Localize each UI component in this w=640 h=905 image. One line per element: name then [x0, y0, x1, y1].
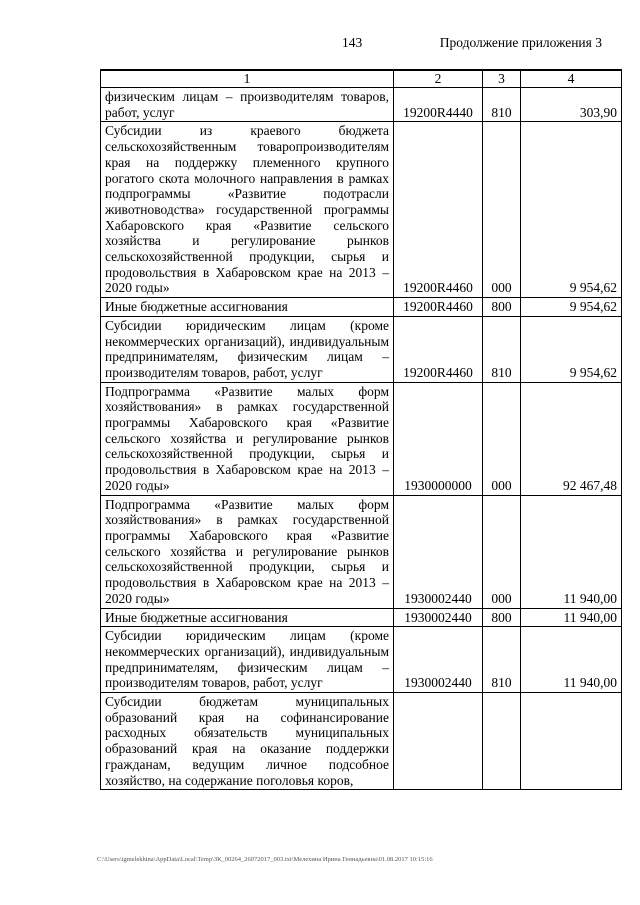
row-amount: 303,90	[521, 88, 622, 122]
row-target-code: 1930000000	[394, 382, 483, 495]
column-header-1: 1	[101, 70, 394, 88]
row-target-code: 19200R4460	[394, 122, 483, 298]
row-amount: 11 940,00	[521, 608, 622, 627]
row-target-code: 19200R4440	[394, 88, 483, 122]
row-expense-type: 800	[483, 298, 521, 317]
row-expense-type: 810	[483, 316, 521, 382]
row-amount: 9 954,62	[521, 298, 622, 317]
page-number: 143	[342, 35, 363, 50]
budget-table	[100, 69, 622, 790]
row-expense-type: 000	[483, 382, 521, 495]
row-name: Подпрограмма «Развитие малых форм хозяйствования» в рамках государственной программы Хабаровского края «Развитие сельского хозяйства и регулирование рынков сельскохозяйственной продукции, сырья и продовольствия в Хабаровском крае на 2013 – 2020 годы»	[101, 382, 394, 495]
column-header-4: 4	[521, 70, 622, 88]
row-target-code	[394, 693, 483, 790]
table-row	[101, 693, 622, 790]
row-amount: 9 954,62	[521, 316, 622, 382]
row-name: Субсидии юридическим лицам (кроме некоммерческих организаций), индивидуальным предпринимателям, физическим лицам – производителям товаров, работ, услуг	[101, 316, 394, 382]
row-amount	[521, 693, 622, 790]
row-expense-type	[483, 693, 521, 790]
table-row	[101, 608, 622, 627]
row-target-code: 1930002440	[394, 495, 483, 608]
column-header-3: 3	[483, 70, 521, 88]
row-expense-type: 800	[483, 608, 521, 627]
table-row	[101, 382, 622, 495]
row-expense-type: 810	[483, 627, 521, 693]
row-target-code: 1930002440	[394, 608, 483, 627]
row-name: Субсидии юридическим лицам (кроме некоммерческих организаций), индивидуальным предпринимателям, физическим лицам – производителям товаров, работ, услуг	[101, 627, 394, 693]
row-name: Субсидии из краевого бюджета сельскохозяйственным товаропроизводителям края на поддержку племенного крупного рогатого скота молочного направления в рамках подпрограммы «Развитие подотрасли животноводства» государственной программы Хабаровского края «Развитие сельского хозяйства и регулирование рынков сельскохозяйственной продукции, сырья и продовольствия в Хабаровском крае на 2013 – 2020 годы»	[101, 122, 394, 298]
row-amount: 11 940,00	[521, 627, 622, 693]
row-amount: 9 954,62	[521, 122, 622, 298]
row-name: Подпрограмма «Развитие малых форм хозяйствования» в рамках государственной программы Хабаровского края «Развитие сельского хозяйства и регулирование рынков сельскохозяйственной продукции, сырья и продовольствия в Хабаровском крае на 2013 – 2020 годы»	[101, 495, 394, 608]
row-name: физическим лицам – производителям товаров, работ, услуг	[101, 88, 394, 122]
row-target-code: 1930002440	[394, 627, 483, 693]
page-header	[0, 35, 640, 53]
row-name: Иные бюджетные ассигнования	[101, 298, 394, 317]
row-amount: 92 467,48	[521, 382, 622, 495]
row-expense-type: 810	[483, 88, 521, 122]
row-expense-type: 000	[483, 495, 521, 608]
table-row	[101, 316, 622, 382]
table-row	[101, 495, 622, 608]
table-row	[101, 122, 622, 298]
footer-file-path: C:\Users\igmelekhina\AppData\Local\Temp\ЗК_00264_26072017_003.txt\Мелехина Ирина Геннадьевна\01.08.2017 10:15:16	[97, 856, 433, 863]
row-amount: 11 940,00	[521, 495, 622, 608]
row-name: Иные бюджетные ассигнования	[101, 608, 394, 627]
table-row	[101, 298, 622, 317]
row-target-code: 19200R4460	[394, 316, 483, 382]
table-header-row	[101, 70, 622, 88]
column-header-2: 2	[394, 70, 483, 88]
row-target-code: 19200R4460	[394, 298, 483, 317]
appendix-continuation-label: Продолжение приложения 3	[439, 35, 602, 50]
table-row	[101, 627, 622, 693]
row-expense-type: 000	[483, 122, 521, 298]
table-row	[101, 88, 622, 122]
row-name: Субсидии бюджетам муниципальных образований края на софинансирование расходных обязательств муниципальных образований края на оказание поддержки гражданам, ведущим личное подсобное хозяйство, на содержание поголовья коров,	[101, 693, 394, 790]
